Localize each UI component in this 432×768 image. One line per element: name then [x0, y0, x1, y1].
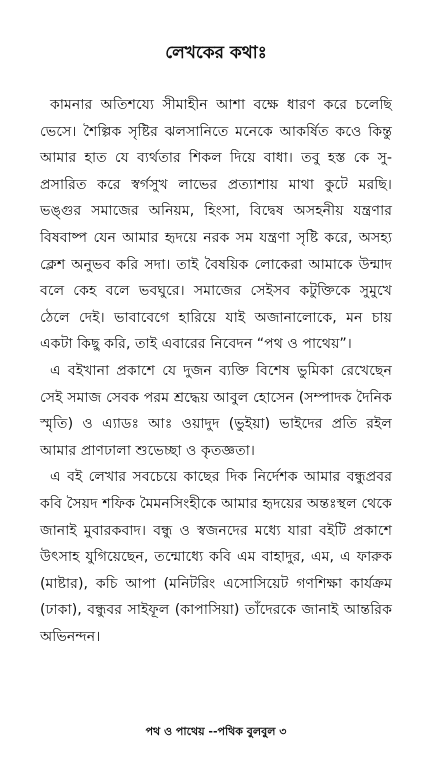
preface-body [40, 92, 392, 650]
page-footer: পথ ও পাথেয় --পথিক বুলবুল ৩ [145, 725, 287, 738]
page-title: লেখকের কথাঃ [165, 43, 267, 63]
paragraph-2: এ বইখানা প্রকাশে যে দুজন ব্যক্তি বিশেষ ভুমিকা রেখেছেন সেই সমাজ সেবক পরম শ্রদ্ধেয় আবুল হোসেন (সম্পাদক দৈনিক স্মৃতি) ও এ্যাডঃ আঃ ওয়াদুদ (ভুইয়া) ভাইদের প্রতি রইল আমার প্রাণঢালা শুভেচ্ছা ও কৃতজ্ঞতা। [40, 362, 392, 459]
paragraph-1: কামনার অতিশয্যে সীমাহীন আশা বক্ষে ধারণ করে চলেছি ভেসে। শৈল্পিক সৃষ্টির ঝলসানিতে মনেকে আকর্ষিত কওে কিন্তু আমার হাত যে ব্যর্থতার শিকল দিয়ে বাধা। তবু হস্ত কে সু-প্রসারিত করে স্বর্গসুখ লাভের প্রত্যাশায় মাথা কুটে মরছি। ভঙ্গুর সমাজের অনিয়ম, হিংসা, বিদ্বেষ অসহনীয় যন্ত্রণার বিষবাষ্প যেন আমার হৃদয়ে নরক সম যন্ত্রণা সৃষ্টি করে, অসহ্য ক্লেশ অনুভব করি সদা। তাই বৈষয়িক লোকেরা আমাকে উন্মাদ বলে কেহ বলে ভবঘুরে। সমাজের সেইসব কটুক্তিকে সুমুখে ঠেলে দেই। ভাবাবেগে হারিয়ে যাই অজানালোকে, মন চায় একটা কিছু করি, তাই এবারের নিবেদন “পথ ও পাথেয়”। [40, 97, 392, 353]
paragraph-3: এ বই লেখার সবচেয়ে কাছের দিক নির্দেশক আমার বন্ধুপ্রবর কবি সৈয়দ শফিক মৈমনসিংহীকে আমার হৃদয়ের অন্তঃস্থল থেকে জানাই মুবারকবাদ। বন্ধু ও স্বজনদের মধ্যে যারা বইটি প্রকাশে উৎসাহ যুগিয়েছেন, তন্মোধ্যে কবি এম বাহাদুর, এম, এ ফারুক (মাষ্টার), কচি আপা (মনিটরিং এসোসিয়েট গণশিক্ষা কার্যক্রম (ঢাকা), বন্ধুবর সাইফূল (কাপাসিয়া) তাঁদেরকে জানাই আন্তরিক অভিনন্দন। [40, 469, 392, 645]
